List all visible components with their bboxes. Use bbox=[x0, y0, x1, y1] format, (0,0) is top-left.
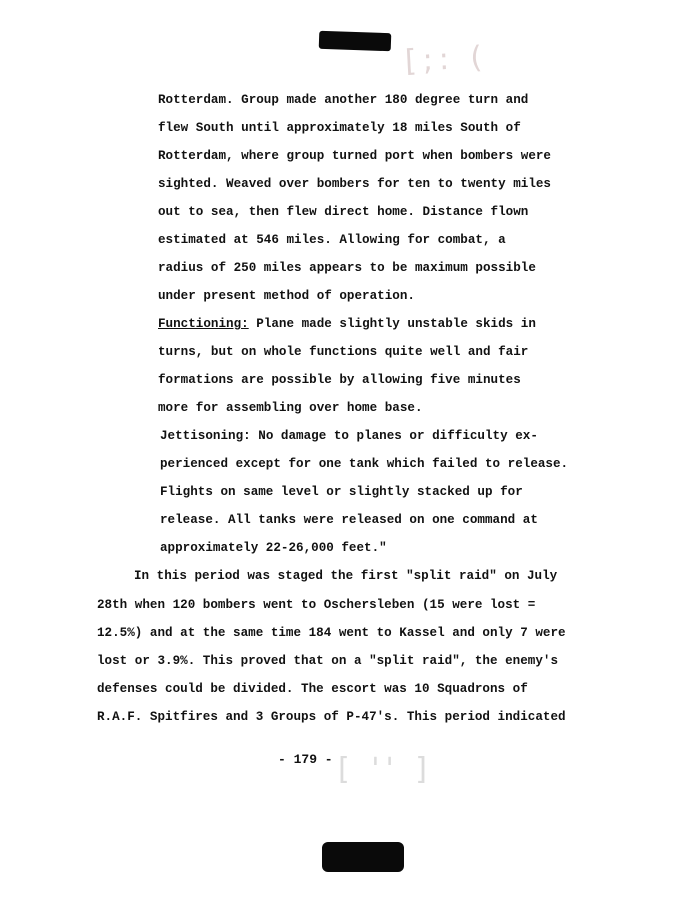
text-line: estimated at 546 miles. Allowing for combat, a bbox=[158, 233, 506, 247]
redacted-classification-stamp-bottom bbox=[322, 842, 404, 872]
text-line: Rotterdam, where group turned port when bombers were bbox=[158, 149, 551, 163]
text-line: turns, but on whole functions quite well and fair bbox=[158, 345, 529, 359]
body-line: 28th when 120 bombers went to Oschersleben (15 were lost = bbox=[97, 598, 536, 612]
text-line: flew South until approximately 18 miles South of bbox=[158, 121, 521, 135]
text-line: Rotterdam. Group made another 180 degree turn and bbox=[158, 93, 529, 107]
functioning-line bbox=[158, 316, 536, 332]
body-line: defenses could be divided. The escort was 10 Squadrons of bbox=[97, 682, 528, 696]
redacted-classification-stamp bbox=[319, 31, 392, 52]
jettisoning-line bbox=[160, 428, 538, 444]
page-number: - 179 - bbox=[278, 752, 333, 767]
body-line: In this period was staged the first "split raid" on July bbox=[134, 569, 558, 583]
text-line: approximately 22-26,000 feet." bbox=[160, 541, 387, 555]
body-line: lost or 3.9%. This proved that on a "split raid", the enemy's bbox=[97, 654, 559, 668]
body-line: 12.5%) and at the same time 184 went to Kassel and only 7 were bbox=[97, 626, 566, 640]
jettisoning-heading: Jettisoning: bbox=[160, 429, 251, 443]
functioning-text: Plane made slightly unstable skids in bbox=[248, 317, 536, 331]
text-line: out to sea, then flew direct home. Distance flown bbox=[158, 205, 529, 219]
jettisoning-text: No damage to planes or difficulty ex- bbox=[250, 429, 538, 443]
text-line: radius of 250 miles appears to be maximum possible bbox=[158, 261, 536, 275]
body-line: R.A.F. Spitfires and 3 Groups of P-47's. This period indicated bbox=[97, 710, 566, 724]
functioning-heading: Functioning: bbox=[158, 317, 249, 331]
text-line: perienced except for one tank which failed to release. bbox=[160, 457, 569, 471]
text-line: sighted. Weaved over bombers for ten to twenty miles bbox=[158, 177, 551, 191]
faint-stamp-top: [;: ( bbox=[404, 39, 490, 80]
text-line: more for assembling over home base. bbox=[158, 401, 423, 415]
faint-stamp-bottom: [ '' ] bbox=[338, 752, 433, 787]
text-line: release. All tanks were released on one command at bbox=[160, 513, 538, 527]
text-line: Flights on same level or slightly stacked up for bbox=[160, 485, 523, 499]
text-line: formations are possible by allowing five minutes bbox=[158, 373, 521, 387]
text-line: under present method of operation. bbox=[158, 289, 415, 303]
